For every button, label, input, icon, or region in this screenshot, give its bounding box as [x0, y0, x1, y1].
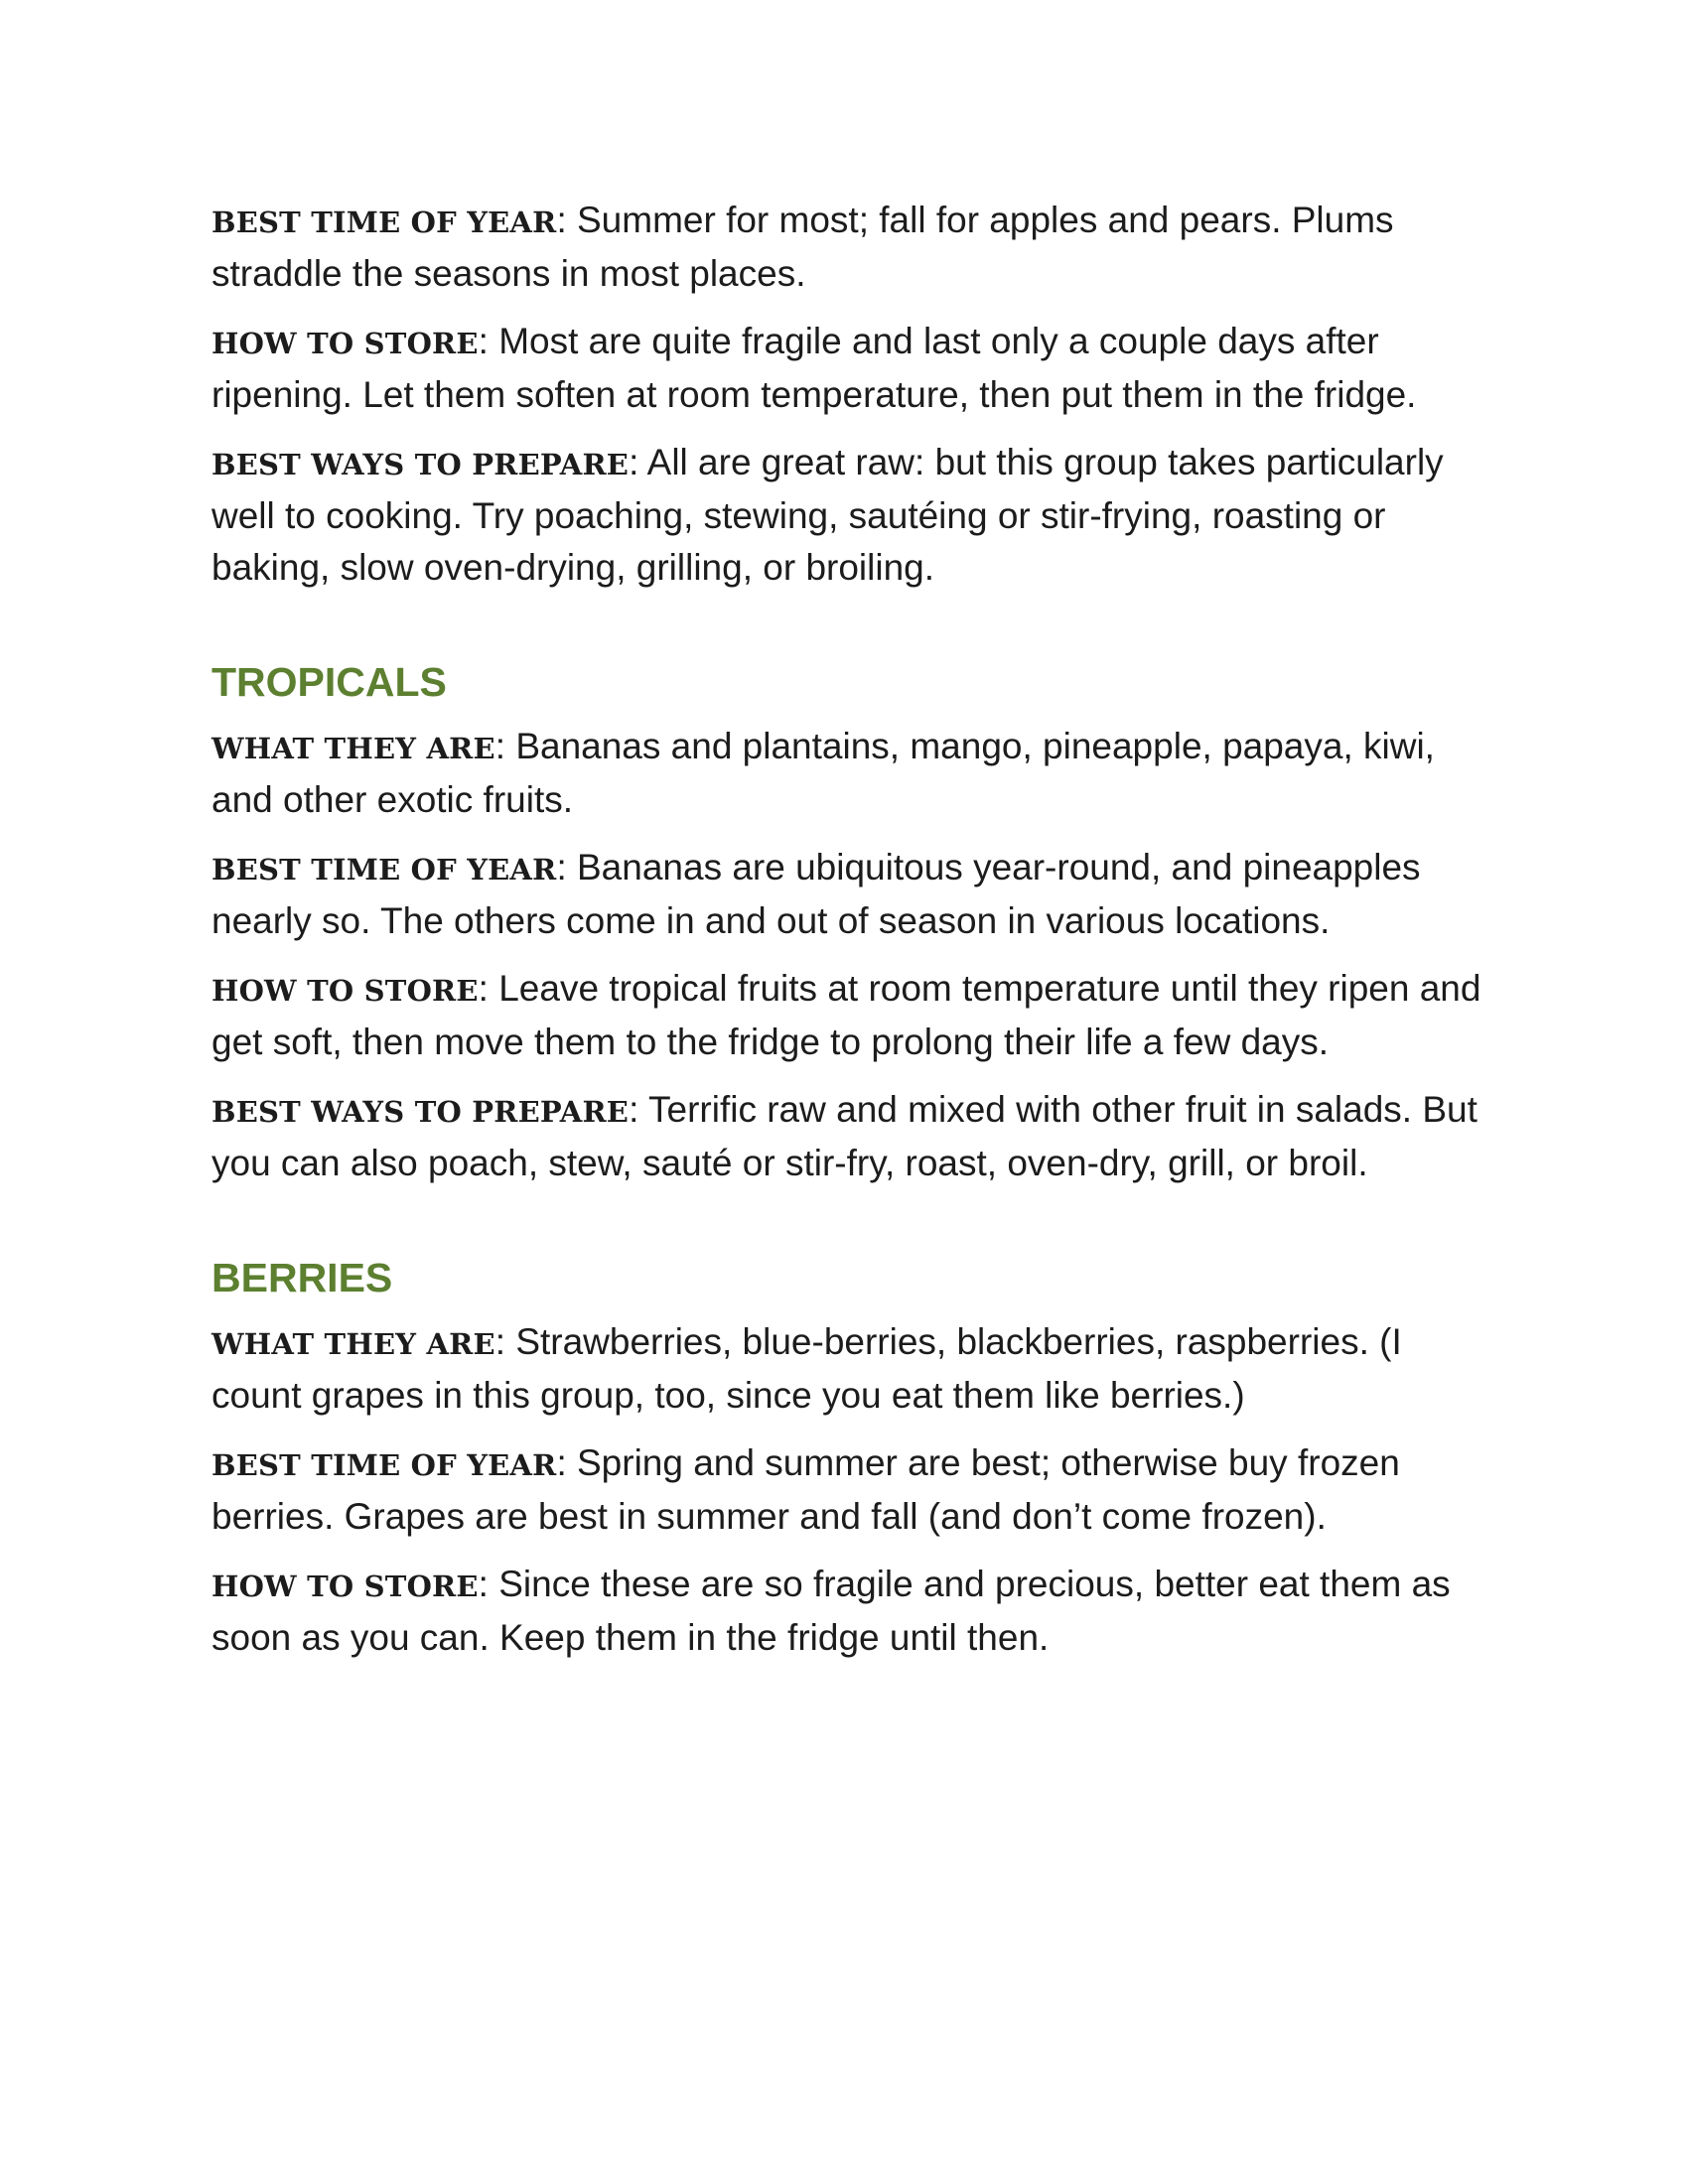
entry-text: Terrific raw and mixed with other fruit in salads. But you can also poach, stew, sauté or stir-fry, roast, oven-dry, grill, or broil.	[211, 1089, 1477, 1183]
entry-text: All are great raw: but this group takes particularly well to cooking. Try poaching, stewing, sautéing or stir-frying, roasting or baking, slow oven-drying, grilling, or broiling.	[211, 442, 1444, 588]
document-page	[211, 195, 1492, 1680]
berries-section	[211, 1253, 1492, 1664]
entry-best-ways-to-prepare: BEST WAYS TO PREPARE: All are great raw: but this group takes particularly well to cooking. Try poaching, stewing, sautéing or stir-frying, roasting or baking, slow oven-drying, grilling, or broiling.	[211, 442, 1444, 588]
entry-label: HOW TO STORE	[211, 974, 479, 1008]
entry-label: HOW TO STORE	[211, 327, 479, 360]
entry-label: BEST TIME OF YEAR	[211, 205, 557, 239]
entry-what-they-are: WHAT THEY ARE: Strawberries, blue-berries, blackberries, raspberries. (I count grapes in this group, too, since you eat them like berries.)	[211, 1321, 1402, 1416]
entry-label: BEST TIME OF YEAR	[211, 853, 557, 887]
section-heading-berries: BERRIES	[211, 1255, 393, 1300]
entry-label: WHAT THEY ARE	[211, 732, 495, 765]
entry-how-to-store: HOW TO STORE: Leave tropical fruits at room temperature until they ripen and get soft, then move them to the fridge to prolong their life a few days.	[211, 968, 1481, 1062]
entry-best-time-of-year: BEST TIME OF YEAR: Spring and summer are best; otherwise buy frozen berries. Grapes are best in summer and fall (and don’t come frozen).	[211, 1442, 1400, 1537]
entry-label: BEST WAYS TO PREPARE	[211, 448, 630, 481]
stone-fruit-section-continued	[211, 195, 1492, 594]
entry-text: Strawberries, blue-berries, blackberries, raspberries. (I count grapes in this group, too, since you eat them like berries.)	[211, 1321, 1402, 1416]
entry-text: Bananas and plantains, mango, pineapple, papaya, kiwi, and other exotic fruits.	[211, 726, 1435, 820]
entry-how-to-store: HOW TO STORE: Since these are so fragile and precious, better eat them as soon as you can. Keep them in the fridge until then.	[211, 1564, 1451, 1658]
entry-best-time-of-year: BEST TIME OF YEAR: Summer for most; fall for apples and pears. Plums straddle the seasons in most places.	[211, 200, 1394, 294]
entry-label: BEST WAYS TO PREPARE	[211, 1095, 630, 1129]
entry-text: Leave tropical fruits at room temperature until they ripen and get soft, then move them to the fridge to prolong their life a few days.	[211, 968, 1481, 1062]
tropicals-section	[211, 657, 1492, 1189]
entry-text: Most are quite fragile and last only a couple days after ripening. Let them soften at room temperature, then put them in the fridge.	[211, 321, 1417, 415]
entry-best-ways-to-prepare: BEST WAYS TO PREPARE: Terrific raw and mixed with other fruit in salads. But you can also poach, stew, sauté or stir-fry, roast, oven-dry, grill, or broil.	[211, 1089, 1477, 1183]
entry-text: Since these are so fragile and precious, better eat them as soon as you can. Keep them in the fridge until then.	[211, 1564, 1451, 1658]
section-heading-tropicals: TROPICALS	[211, 659, 447, 705]
entry-text: Spring and summer are best; otherwise buy frozen berries. Grapes are best in summer and fall (and don’t come frozen).	[211, 1442, 1400, 1537]
entry-best-time-of-year: BEST TIME OF YEAR: Bananas are ubiquitous year-round, and pineapples nearly so. The others come in and out of season in various locations.	[211, 847, 1421, 941]
entry-text: Summer for most; fall for apples and pears. Plums straddle the seasons in most places.	[211, 200, 1394, 294]
entry-label: BEST TIME OF YEAR	[211, 1448, 557, 1482]
entry-what-they-are: WHAT THEY ARE: Bananas and plantains, mango, pineapple, papaya, kiwi, and other exotic fruits.	[211, 726, 1435, 820]
entry-text: Bananas are ubiquitous year-round, and pineapples nearly so. The others come in and out of season in various locations.	[211, 847, 1421, 941]
entry-how-to-store: HOW TO STORE: Most are quite fragile and last only a couple days after ripening. Let them soften at room temperature, then put them in the fridge.	[211, 321, 1417, 415]
entry-label: WHAT THEY ARE	[211, 1327, 495, 1361]
entry-label: HOW TO STORE	[211, 1570, 479, 1603]
